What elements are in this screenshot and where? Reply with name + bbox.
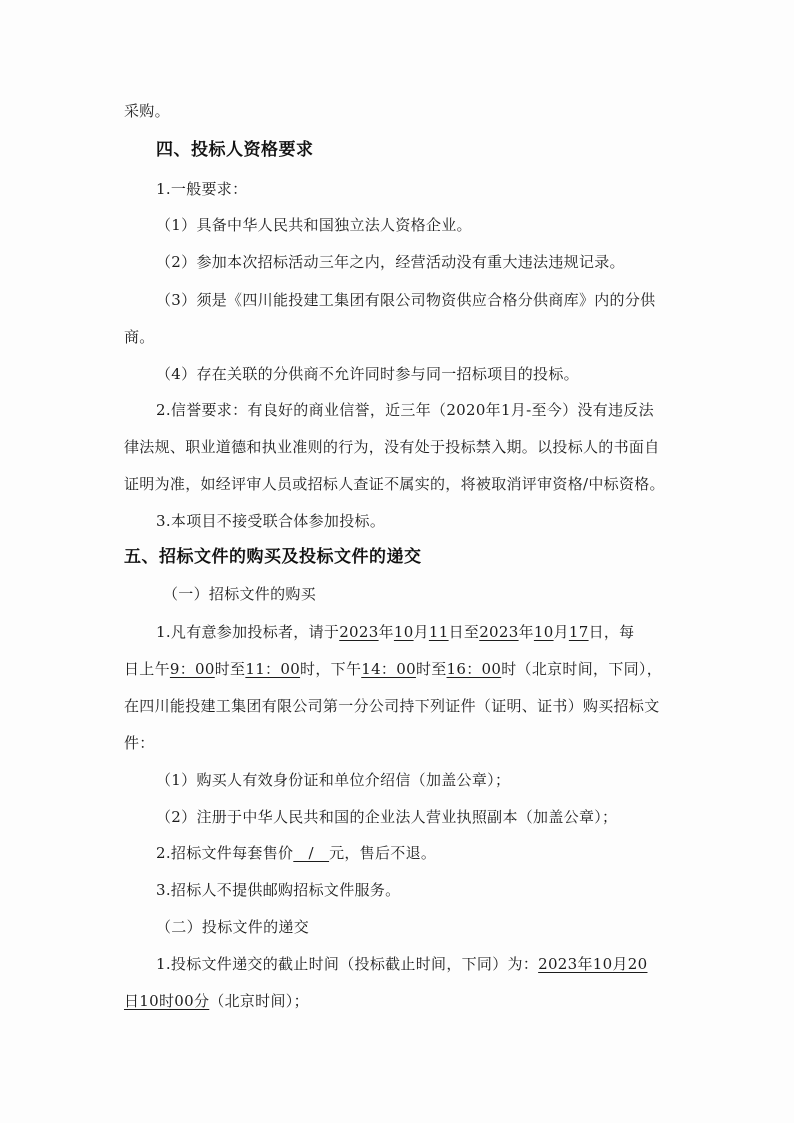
subsection-heading-1: （一）招标文件的购买 [163,585,317,603]
text-line-deadline-cont: 日10时00分（北京时间）； [124,992,309,1010]
text-line: （1）具备中华人民共和国独立法人资格企业。 [156,216,472,234]
text-line: 3.招标人不提供邮购招标文件服务。 [156,881,401,899]
text-line: 商。 [124,328,155,346]
text-line: 证明为准，如经评审人员或招标人查证不属实的，将被取消评审资格/中标资格。 [124,475,665,493]
text-line-purchase-hours: 日上午9：00时至11：00时，下午14：00时至16：00时（北京时间，下同）， [124,660,663,678]
section-heading-5: 五、招标文件的购买及投标文件的递交 [124,547,422,567]
text-line: （1）购买人有效身份证和单位介绍信（加盖公章）； [156,771,511,789]
text-line: 律法规、职业道德和执业准则的行为，没有处于投标禁入期。以投标人的书面自 [124,438,660,456]
text-line: 在四川能投建工集团有限公司第一分公司持下列证件（证明、证书）购买招标文 [124,697,660,715]
subsection-heading-2: （二）投标文件的递交 [156,918,310,936]
text-line: 件： [124,734,155,752]
text-line: （2）注册于中华人民共和国的企业法人营业执照副本（加盖公章）； [156,808,618,826]
text-line-purchase-dates: 1.凡有意参加投标者，请于2023年10月11日至2023年10月17日，每 [156,623,635,641]
text-line-price: 2.招标文件每套售价 / 元，售后不退。 [156,844,437,862]
text-line: 2.信誉要求：有良好的商业信誉，近三年（2020年1月-至今）没有违反法 [156,401,654,419]
text-line: （3）须是《四川能投建工集团有限公司物资供应合格分供商库》内的分供 [156,291,656,309]
text-line-deadline: 1.投标文件递交的截止时间（投标截止时间，下同）为：2023年10月20 [156,955,648,973]
text-line: 采购。 [124,102,170,120]
text-line: （4）存在关联的分供商不允许同时参与同一招标项目的投标。 [156,365,579,383]
text-line: （2）参加本次招标活动三年之内，经营活动没有重大违法违规记录。 [156,253,625,271]
section-heading-4: 四、投标人资格要求 [156,140,314,160]
text-line: 1.一般要求： [156,180,248,198]
text-line: 3.本项目不接受联合体参加投标。 [156,512,386,530]
